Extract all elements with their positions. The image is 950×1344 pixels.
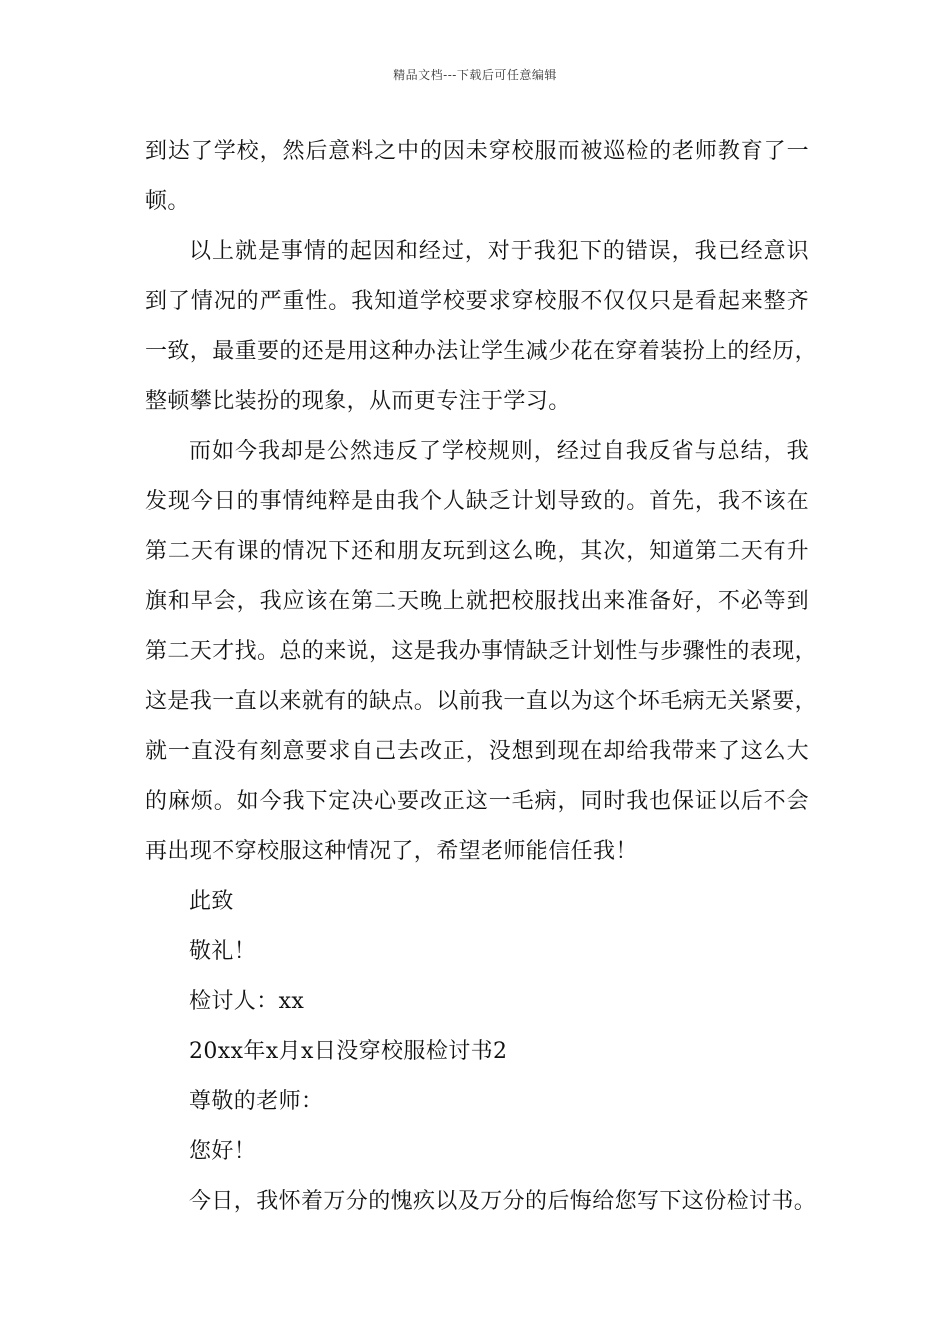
text-line: 的麻烦。如今我下定决心要改正这一毛病，同时我也保证以后不会 <box>145 789 809 814</box>
text-line: 此致 <box>189 889 234 914</box>
text-line: 顿。 <box>145 189 190 214</box>
text-line: 就一直没有刻意要求自己去改正，没想到现在却给我带来了这么大 <box>145 739 809 764</box>
text-line: 一致，最重要的还是用这种办法让学生减少花在穿着装扮上的经历， <box>145 339 818 364</box>
text-line: 再出现不穿校服这种情况了，希望老师能信任我！ <box>145 839 638 864</box>
text-line: 第二天有课的情况下还和朋友玩到这么晚，其次，知道第二天有升 <box>145 539 809 564</box>
text-line: 到了情况的严重性。我知道学校要求穿校服不仅仅只是看起来整齐 <box>145 289 809 314</box>
text-line: 敬礼！ <box>189 939 257 964</box>
page-header: 精品文档---下载后可任意编辑 <box>393 68 557 82</box>
text-line: 这是我一直以来就有的缺点。以前我一直以为这个坏毛病无关紧要， <box>145 689 818 714</box>
text-line: 而如今我却是公然违反了学校规则，经过自我反省与总结，我 <box>189 439 809 464</box>
text-line: 旗和早会，我应该在第二天晚上就把校服找出来准备好，不必等到 <box>145 589 809 614</box>
document-body <box>145 127 818 1227</box>
text-line: 检讨人：xx <box>189 989 305 1014</box>
text-line: 尊敬的老师： <box>189 1089 324 1114</box>
text-line: 今日，我怀着万分的愧疚以及万分的后悔给您写下这份检讨书。 <box>189 1189 817 1214</box>
text-line: 到达了学校，然后意料之中的因未穿校服而被巡检的老师教育了一 <box>145 139 809 164</box>
text-line: 整顿攀比装扮的现象，从而更专注于学习。 <box>145 389 571 414</box>
text-line: 您好！ <box>189 1139 257 1164</box>
text-line: 第二天才找。总的来说，这是我办事情缺乏计划性与步骤性的表现， <box>145 639 818 664</box>
text-line: 20xx年x月x日没穿校服检讨书2 <box>189 1039 508 1064</box>
text-line: 发现今日的事情纯粹是由我个人缺乏计划导致的。首先，我不该在 <box>145 489 809 514</box>
text-line: 以上就是事情的起因和经过，对于我犯下的错误，我已经意识 <box>189 239 809 264</box>
